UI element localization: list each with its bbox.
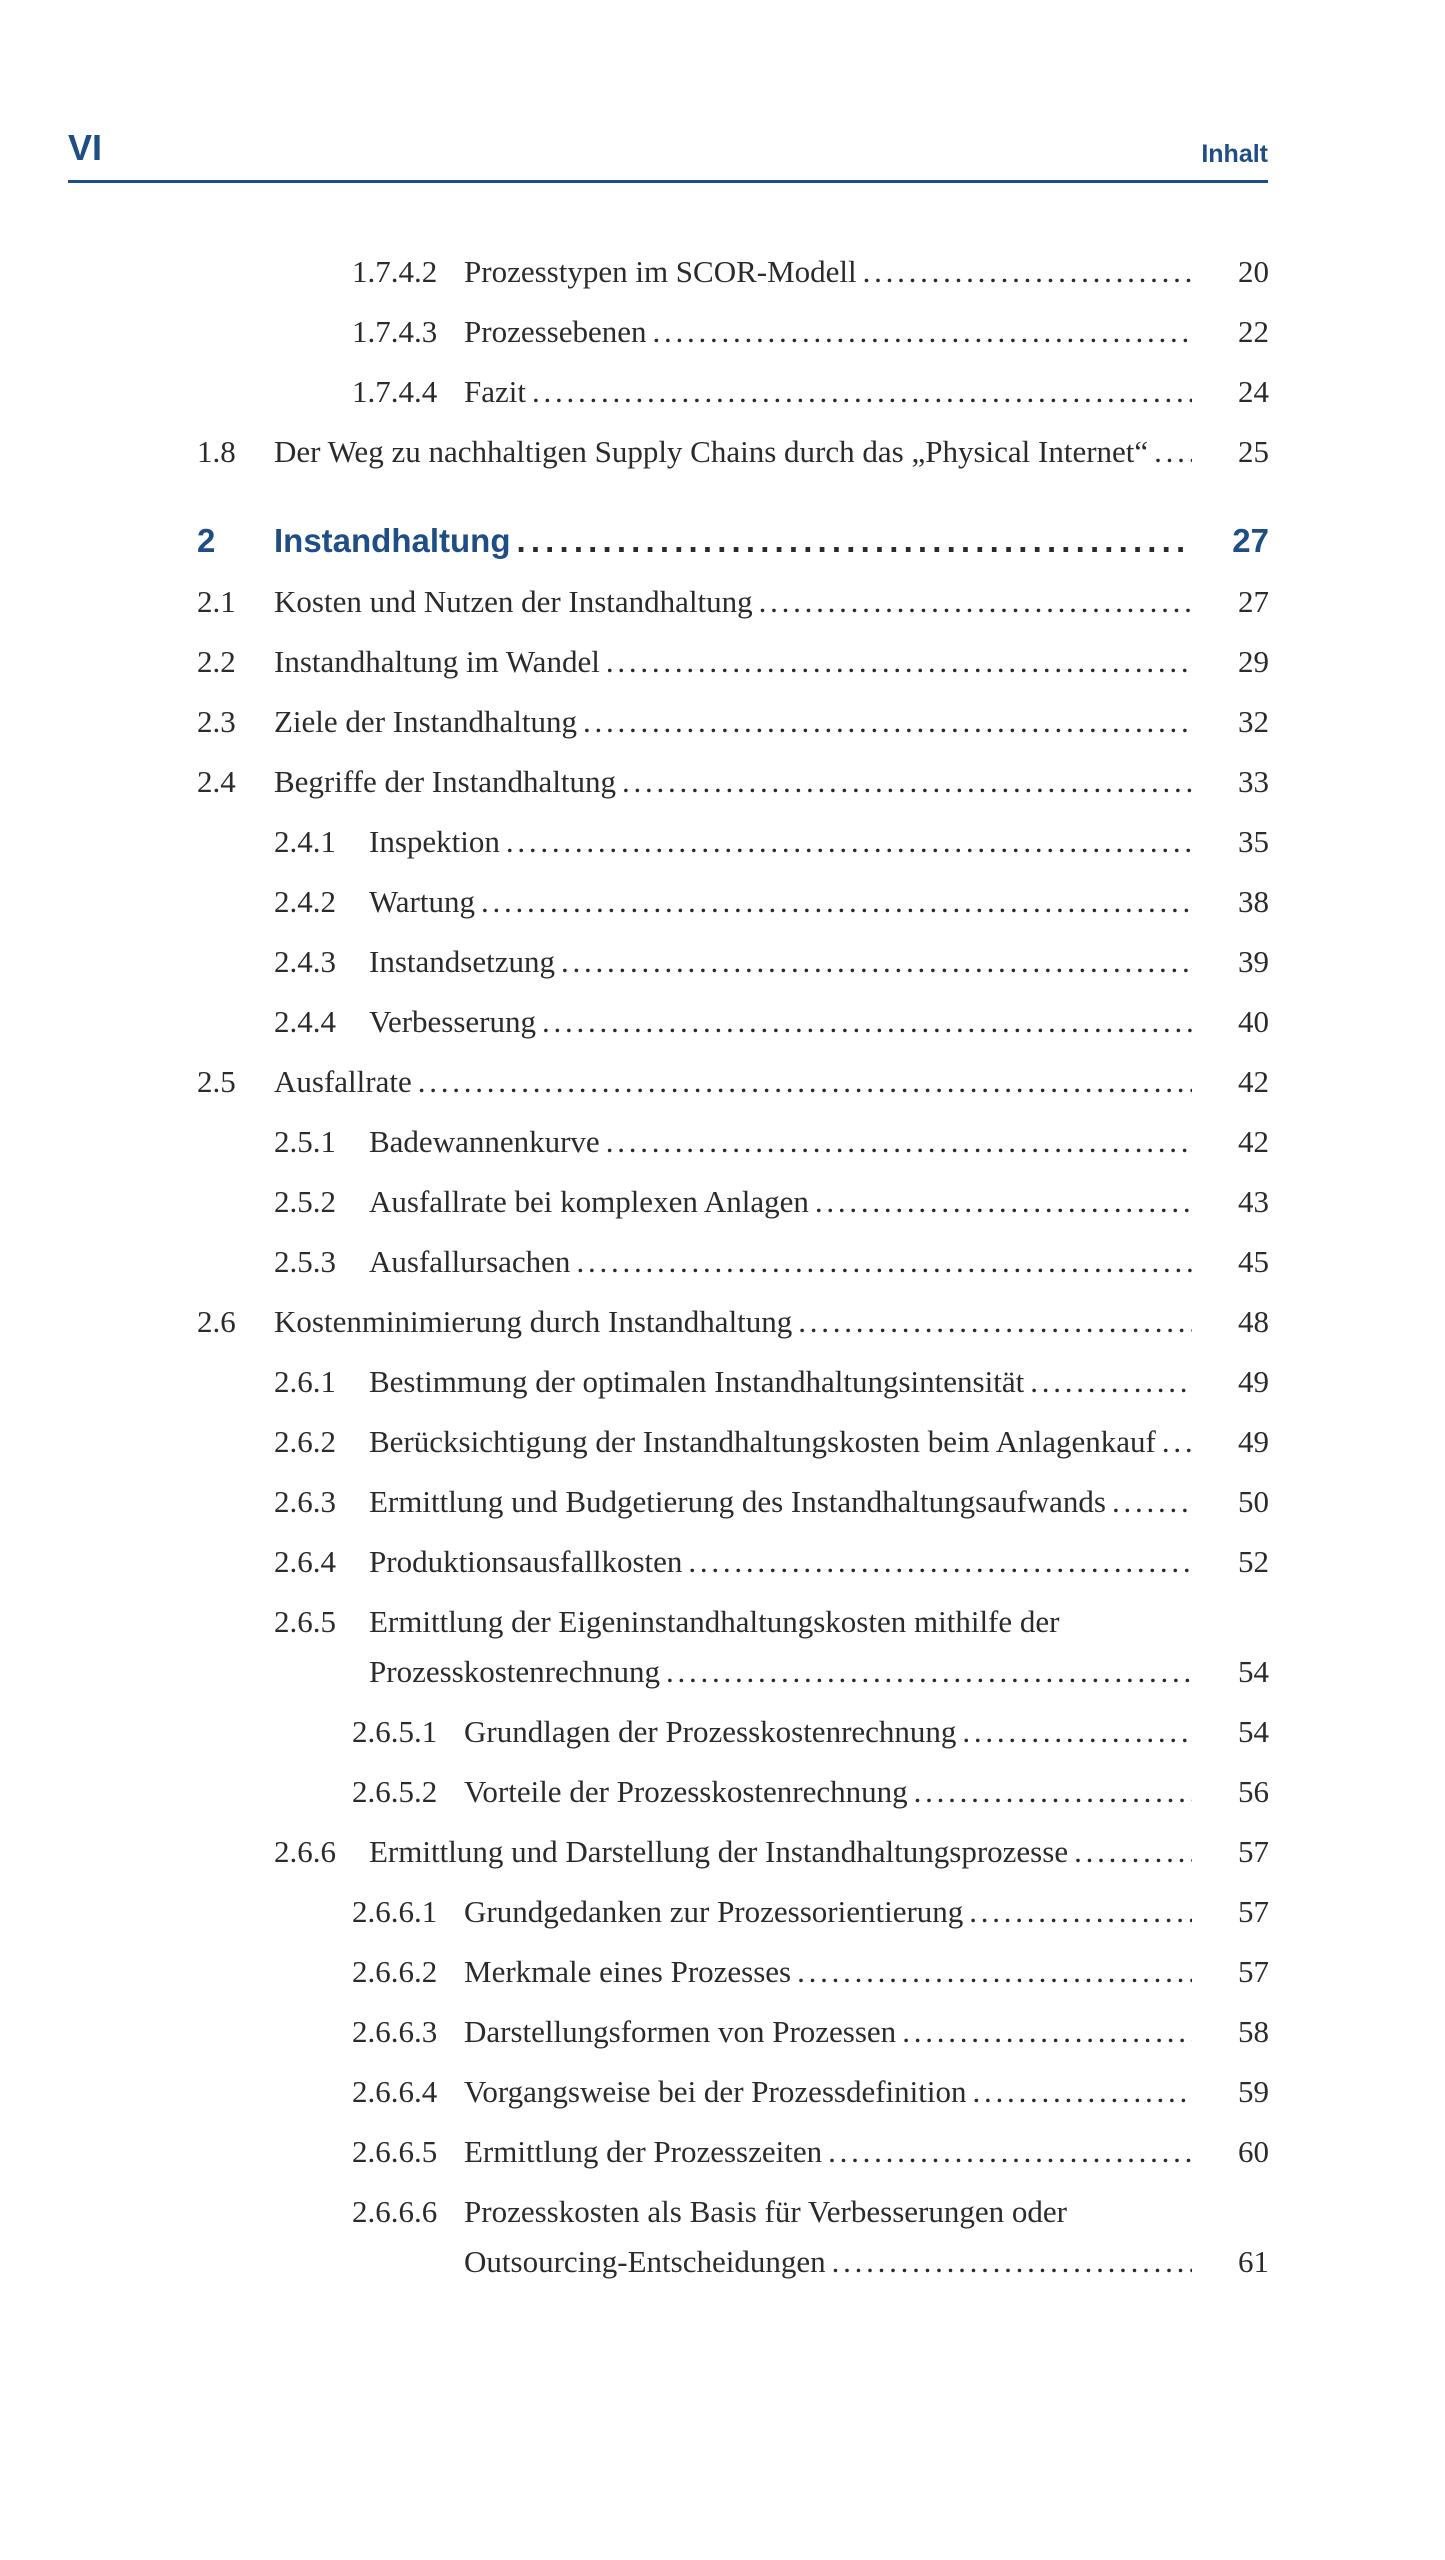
toc-entry-number: 2.5.3 — [274, 1244, 336, 1279]
dot-leader — [606, 1122, 1192, 1162]
toc-entry-page: 52 — [1238, 1544, 1269, 1579]
dot-leader — [688, 1542, 1192, 1582]
toc-entry-number: 2.6 — [197, 1304, 236, 1339]
toc-entry-page: 24 — [1238, 374, 1269, 409]
toc-entry-leader-line — [369, 1482, 1192, 1522]
toc-entry-page: 48 — [1238, 1304, 1269, 1339]
toc-entry-leader-line — [274, 702, 1192, 742]
toc-entry-leader-line — [274, 642, 1192, 682]
toc-entry-leader-line — [464, 312, 1192, 352]
toc-entry-number: 2.6.2 — [274, 1424, 336, 1459]
toc-entry-page: 58 — [1238, 2014, 1269, 2049]
toc-entry-page: 27 — [1232, 522, 1269, 559]
toc-entry-number: 2.5.2 — [274, 1184, 336, 1219]
toc-entry-number: 1.7.4.2 — [352, 254, 438, 289]
toc-entry-leader-line — [464, 1952, 1192, 1992]
toc-entry-title: Badewannenkurve — [369, 1124, 600, 1159]
toc-entry-leader-line — [464, 2132, 1192, 2172]
toc-entry-number: 2.4.3 — [274, 944, 336, 979]
dot-leader — [561, 942, 1192, 982]
toc-entry-title: Ermittlung der Prozesszeiten — [464, 2134, 823, 2169]
toc-entry-title: Ermittlung und Budgetierung des Instandhaltungsaufwands — [369, 1484, 1106, 1519]
toc-entry-title: Vorteile der Prozesskostenrechnung — [464, 1774, 908, 1809]
toc-entry-title: Wartung — [369, 884, 475, 919]
toc-entry-leader-line — [464, 1712, 1192, 1752]
toc-entry-title-continued: Prozesskostenrechnung — [369, 1654, 660, 1689]
toc-entry-leader-line — [369, 882, 1192, 922]
toc-entry-number: 2 — [197, 522, 216, 559]
toc-entry-title: Prozessebenen — [464, 314, 647, 349]
toc-entry-title: Begriffe der Instandhaltung — [274, 764, 617, 799]
toc-entry-number: 2.4 — [197, 764, 236, 799]
toc-entry-leader-line — [464, 1892, 1192, 1932]
toc-entry-page: 22 — [1238, 314, 1269, 349]
dot-leader — [1112, 1482, 1192, 1522]
toc-entry-page: 54 — [1238, 1714, 1269, 1749]
toc-entry-title: Inspektion — [369, 824, 500, 859]
toc-entry-number: 2.4.4 — [274, 1004, 336, 1039]
toc-entry-number: 2.6.6.3 — [352, 2014, 438, 2049]
dot-leader — [863, 252, 1192, 292]
dot-leader — [1154, 432, 1192, 472]
toc-entry-page: 40 — [1238, 1004, 1269, 1039]
toc-entry-number: 2.6.6 — [274, 1834, 336, 1869]
toc-entry-leader-line — [369, 1652, 1192, 1692]
toc-entry-number: 2.6.5 — [274, 1604, 336, 1639]
toc-entry-leader-line — [464, 1772, 1192, 1812]
toc-entry-number: 1.7.4.4 — [352, 374, 438, 409]
dot-leader — [506, 822, 1192, 862]
toc-entry-title: Berücksichtigung der Instandhaltungskosten beim Anlagenkauf — [369, 1424, 1156, 1459]
dot-leader — [542, 1002, 1192, 1042]
dot-leader — [797, 1952, 1192, 1992]
toc-entry-page: 49 — [1238, 1364, 1269, 1399]
toc-entry-page: 39 — [1238, 944, 1269, 979]
dot-leader — [962, 1712, 1192, 1752]
dot-leader — [832, 2242, 1192, 2282]
dot-leader — [576, 1242, 1192, 1282]
toc-entry-page: 29 — [1238, 644, 1269, 679]
dot-leader — [1074, 1832, 1192, 1872]
dot-leader — [606, 642, 1192, 682]
toc-entry-page: 27 — [1238, 584, 1269, 619]
toc-entry-page: 20 — [1238, 254, 1269, 289]
toc-entry-number: 2.3 — [197, 704, 236, 739]
toc-entry-title: Instandsetzung — [369, 944, 555, 979]
toc-entry-leader-line — [369, 942, 1192, 982]
dot-leader — [418, 1062, 1192, 1102]
toc-entry-title: Merkmale eines Prozesses — [464, 1954, 792, 1989]
toc-entry-leader-line — [369, 1242, 1192, 1282]
toc-entry-leader-line — [369, 1422, 1192, 1462]
toc-entry-number: 2.6.6.5 — [352, 2134, 438, 2169]
toc-entry-number: 2.5.1 — [274, 1124, 336, 1159]
toc-entry-number: 2.6.6.1 — [352, 1894, 438, 1929]
toc-entry-number: 1.8 — [197, 434, 236, 469]
toc-entry-leader-line — [369, 1542, 1192, 1582]
dot-leader — [666, 1652, 1192, 1692]
toc-entry-title: Ausfallrate bei komplexen Anlagen — [369, 1184, 809, 1219]
toc-entry-leader-line — [274, 762, 1192, 802]
dot-leader — [1162, 1422, 1192, 1462]
toc-entry-page: 60 — [1238, 2134, 1269, 2169]
dot-leader — [815, 1182, 1192, 1222]
dot-leader — [973, 2072, 1192, 2112]
toc-entry-title: Ausfallrate — [274, 1064, 412, 1099]
toc-entry-title: Fazit — [464, 374, 526, 409]
toc-entry-title: Bestimmung der optimalen Instandhaltungsintensität — [369, 1364, 1025, 1399]
toc-entry-leader-line — [464, 2242, 1192, 2282]
toc-entry-title: Grundgedanken zur Prozessorientierung — [464, 1894, 964, 1929]
toc-entry-page: 57 — [1238, 1894, 1269, 1929]
toc-entry-leader-line — [369, 1362, 1192, 1402]
toc-entry-number: 1.7.4.3 — [352, 314, 438, 349]
toc-entry-page: 42 — [1238, 1064, 1269, 1099]
toc-entry-page: 54 — [1238, 1654, 1269, 1689]
toc-entry-page: 35 — [1238, 824, 1269, 859]
toc-entry-page: 32 — [1238, 704, 1269, 739]
toc-entry-title: Ziele der Instandhaltung — [274, 704, 578, 739]
toc-entry-title: Vorgangsweise bei der Prozessdefinition — [464, 2074, 967, 2109]
dot-leader — [532, 372, 1192, 412]
dot-leader — [969, 1892, 1192, 1932]
toc-entry-title-continued: Outsourcing-Entscheidungen — [464, 2244, 826, 2279]
toc-entry-number: 2.6.6.6 — [352, 2194, 438, 2229]
toc-entry-number: 2.1 — [197, 584, 236, 619]
toc-entry-page: 61 — [1238, 2244, 1269, 2279]
toc-entry-title: Kosten und Nutzen der Instandhaltung — [274, 584, 753, 619]
dot-leader — [759, 582, 1192, 622]
toc-entry-title: Instandhaltung — [274, 522, 511, 559]
toc-entry-page: 59 — [1238, 2074, 1269, 2109]
toc-entry-title: Instandhaltung im Wandel — [274, 644, 600, 679]
toc-entry-leader-line — [464, 2072, 1192, 2112]
toc-entry-number: 2.4.1 — [274, 824, 336, 859]
toc-entry-page: 38 — [1238, 884, 1269, 919]
toc-entry-leader-line — [369, 1002, 1192, 1042]
toc-entry-number: 2.2 — [197, 644, 236, 679]
toc-entry-number: 2.4.2 — [274, 884, 336, 919]
toc-entry-page: 45 — [1238, 1244, 1269, 1279]
dot-leader — [798, 1302, 1192, 1342]
toc-entry-number: 2.6.3 — [274, 1484, 336, 1519]
toc-entry-title: Ermittlung und Darstellung der Instandhaltungsprozesse — [369, 1834, 1069, 1869]
header-section-title: Inhalt — [1201, 140, 1268, 168]
toc-entry-leader-line — [274, 1302, 1192, 1342]
toc-entry-page: 57 — [1238, 1834, 1269, 1869]
dot-leader — [481, 882, 1192, 922]
toc-entry-leader-line — [369, 1832, 1192, 1872]
toc-entry-number: 2.6.6.2 — [352, 1954, 438, 1989]
toc-entry-leader-line — [464, 372, 1192, 412]
toc-entry-leader-line — [274, 432, 1192, 472]
dot-leader — [828, 2132, 1192, 2172]
toc-entry-title: Prozesstypen im SCOR-Modell — [464, 254, 857, 289]
toc-entry-leader-line — [274, 520, 1192, 560]
toc-entry-page: 42 — [1238, 1124, 1269, 1159]
toc-entry-number: 2.6.6.4 — [352, 2074, 438, 2109]
toc-entry-number: 2.6.5.2 — [352, 1774, 438, 1809]
toc-entry-title: Grundlagen der Prozesskostenrechnung — [464, 1714, 957, 1749]
dot-leader — [653, 312, 1193, 352]
running-header — [68, 128, 1268, 183]
toc-entry-title: Ermittlung der Eigeninstandhaltungskosten mithilfe der — [369, 1604, 1060, 1639]
toc-entry-number: 2.6.5.1 — [352, 1714, 438, 1749]
toc-entry-title: Der Weg zu nachhaltigen Supply Chains durch das „Physical Internet“ — [274, 434, 1149, 469]
toc-entry-leader-line — [464, 2012, 1192, 2052]
dot-leader — [914, 1772, 1192, 1812]
toc-entry-number: 2.5 — [197, 1064, 236, 1099]
toc-entry-leader-line — [274, 1062, 1192, 1102]
toc-entry-leader-line — [274, 582, 1192, 622]
toc-entry-title: Verbesserung — [369, 1004, 537, 1039]
toc-entry-number: 2.6.1 — [274, 1364, 336, 1399]
toc-entry-title: Ausfallursachen — [369, 1244, 571, 1279]
toc-entry-page: 25 — [1238, 434, 1269, 469]
toc-entry-title: Produktionsausfallkosten — [369, 1544, 683, 1579]
toc-entry-page: 33 — [1238, 764, 1269, 799]
toc-entry-title: Kostenminimierung durch Instandhaltung — [274, 1304, 793, 1339]
dot-leader — [583, 702, 1192, 742]
dot-leader — [622, 762, 1192, 802]
toc-entry-leader-line — [464, 252, 1192, 292]
dot-leader — [1030, 1362, 1192, 1402]
toc-entry-leader-line — [369, 1122, 1192, 1162]
toc-entry-page: 57 — [1238, 1954, 1269, 1989]
toc-entry-page: 49 — [1238, 1424, 1269, 1459]
toc-entry-page: 43 — [1238, 1184, 1269, 1219]
toc-entry-title: Darstellungsformen von Prozessen — [464, 2014, 897, 2049]
dot-leader — [902, 2012, 1192, 2052]
toc-entry-leader-line — [369, 822, 1192, 862]
toc-entry-number: 2.6.4 — [274, 1544, 336, 1579]
dot-leader — [516, 520, 1192, 562]
toc-entry-page: 56 — [1238, 1774, 1269, 1809]
toc-entry-page: 50 — [1238, 1484, 1269, 1519]
toc-entry-leader-line — [369, 1182, 1192, 1222]
page-number: VI — [68, 127, 103, 168]
toc-entry-title: Prozesskosten als Basis für Verbesserungen oder — [464, 2194, 1067, 2229]
